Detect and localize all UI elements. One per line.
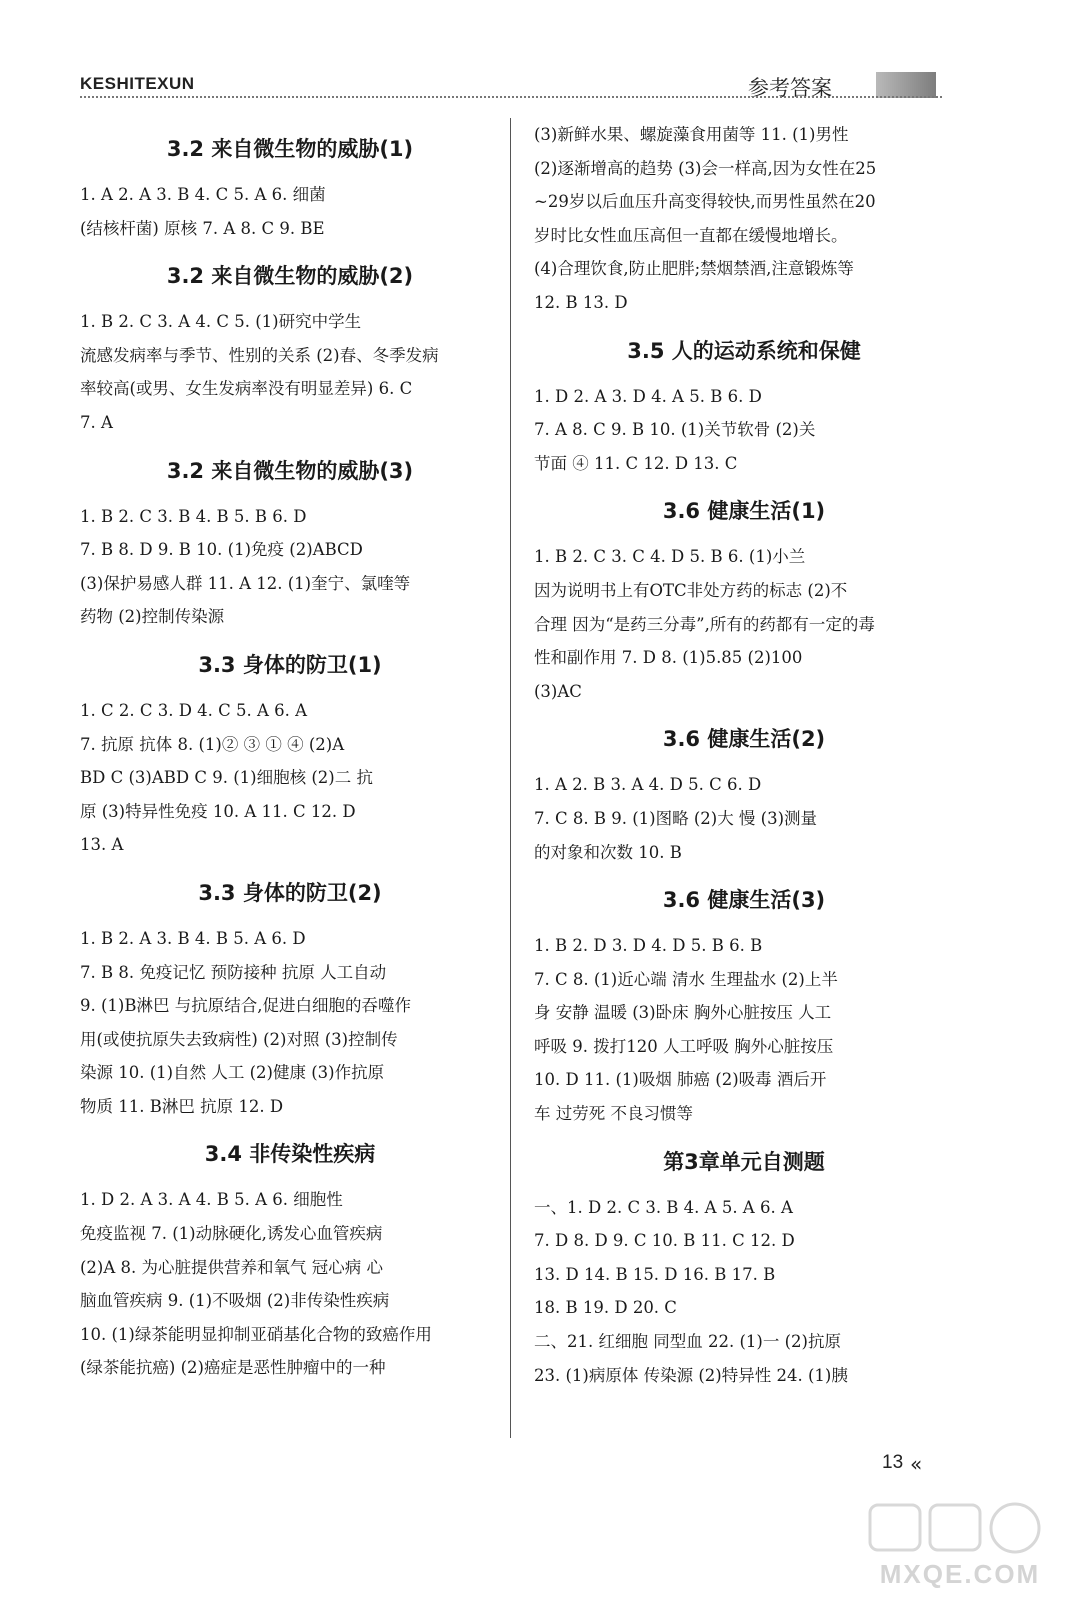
answer-line: 1. B 2. A 3. B 4. B 5. A 6. D [80,928,306,948]
answer-line: 7. D 8. D 9. C 10. B 11. C 12. D [534,1231,795,1251]
svg-text:MXQE.COM: MXQE.COM [879,1559,1041,1589]
section-title: 3.3 身体的防卫(1) [198,652,382,677]
answer-line: (2)A 8. 为心脏提供营养和氧气 冠心病 心 [80,1257,384,1277]
answer-line: 7. B 8. D 9. B 10. (1)免疫 (2)ABCD [80,540,363,560]
answer-line: 13. D 14. B 15. D 16. B 17. B [534,1264,776,1284]
answer-line: 7. C 8. B 9. (1)图略 (2)大 慢 (3)测量 [534,808,818,828]
answer-line: 药物 (2)控制传染源 [80,607,225,627]
right-section [534,722,954,869]
answer-line: 1. D 2. A 3. D 4. A 5. B 6. D [534,386,762,406]
answer-line: 合理 因为“是药三分毒”,所有的药都有一定的毒 [534,614,875,634]
answer-line: (3)新鲜水果、螺旋藻食用菌等 11. (1)男性 [534,125,849,144]
answer-line: 9. (1)B淋巴 与抗原结合,促进白细胞的吞噬作 [80,996,411,1016]
section-title: 3.2 来自微生物的威胁(3) [166,458,414,483]
left-section [80,876,500,1124]
answer-line: 的对象和次数 10. B [534,842,682,862]
answer-line: 7. A 8. C 9. B 10. (1)关节软骨 (2)关 [534,420,816,440]
section-title: 3.4 非传染性疾病 [204,1142,376,1167]
section-title: 3.6 健康生活(3) [662,888,826,913]
answer-line: 7. 抗原 抗体 8. (1)② ③ ① ④ (2)A [80,734,345,754]
header-divider [80,96,942,98]
answer-line: 7. A [80,412,113,432]
left-section [80,1137,500,1385]
right-section [534,494,954,708]
answer-line: 1. B 2. C 3. B 4. B 5. B 6. D [80,506,307,526]
answer-line: 性和副作用 7. D 8. (1)5.85 (2)100 [534,648,803,668]
section-title: 3.5 人的运动系统和保健 [627,338,861,363]
answer-line: BD C (3)ABD C 9. (1)细胞核 (2)二 抗 [80,768,373,788]
answer-line: 12. B 13. D [534,292,628,312]
answer-line: 18. B 19. D 20. C [534,1298,677,1318]
answer-line: 7. C 8. (1)近心端 清水 生理盐水 (2)上半 [534,969,838,989]
section-title: 3.2 来自微生物的威胁(2) [166,264,414,289]
answer-line: (绿茶能抗癌) (2)癌症是恶性肿瘤中的一种 [80,1358,386,1378]
answer-line: 1. D 2. A 3. A 4. B 5. A 6. 细胞性 [80,1190,343,1210]
answer-line: 呼吸 9. 拨打120 人工呼吸 胸外心脏按压 [534,1036,834,1056]
answer-line: (结核杆菌) 原核 7. A 8. C 9. BE [80,218,325,238]
answer-line: 原 (3)特异性免疫 10. A 11. C 12. D [80,801,356,821]
answer-line: (4)合理饮食,防止肥胖;禁烟禁酒,注意锻炼等 [534,259,854,279]
answer-line: ~29岁以后血压升高变得较快,而男性虽然在20 [534,192,876,212]
right-column [534,118,954,1392]
section-title: 第3章单元自测题 [663,1149,825,1174]
answer-line: 10. (1)绿茶能明显抑制亚硝基化合物的致癌作用 [80,1324,432,1344]
answer-line: 免疫监视 7. (1)动脉硬化,诱发心血管疾病 [80,1224,383,1244]
answer-line: 1. B 2. D 3. D 4. D 5. B 6. B [534,936,763,956]
left-section [80,648,500,862]
section-title: 3.3 身体的防卫(2) [198,880,382,905]
left-column [80,118,500,1385]
section-title: 3.2 来自微生物的威胁(1) [166,137,414,161]
answer-line: 脑血管疾病 9. (1)不吸烟 (2)非传染性疾病 [80,1291,390,1311]
answer-line: 因为说明书上有OTC非处方药的标志 (2)不 [534,580,848,600]
answer-line: 二、21. 红细胞 同型血 22. (1)一 (2)抗原 [534,1332,841,1352]
answer-line: 13. A [80,835,124,855]
answer-line: 染源 10. (1)自然 人工 (2)健康 (3)作抗原 [80,1063,385,1083]
page-number: 13 [882,1452,904,1473]
answer-line: (3)AC [534,681,582,701]
section-title: 3.6 健康生活(2) [662,727,826,752]
answer-line: 7. B 8. 免疫记忆 预防接种 抗原 人工自动 [80,962,387,982]
answer-line: 率较高(或男、女生发病率没有明显差异) 6. C [80,379,413,399]
header-brand: KESHITEXUN [80,74,195,93]
answer-line: 1. B 2. C 3. A 4. C 5. (1)研究中学生 [80,312,362,332]
section-title: 3.6 健康生活(1) [662,499,826,524]
answer-line: 岁时比女性血压高但一直都在缓慢地增长。 [534,225,848,245]
answer-line: 1. C 2. C 3. D 4. C 5. A 6. A [80,700,308,720]
right-section [534,1145,954,1393]
answer-line: 23. (1)病原体 传染源 (2)特异性 24. (1)胰 [534,1365,848,1385]
right-section [534,334,954,481]
answer-line: 身 安静 温暖 (3)卧床 胸外心脏按压 人工 [534,1003,832,1023]
header-decoration-tab [876,72,936,98]
answer-line: 节面 ④ 11. C 12. D 13. C [534,453,738,473]
left-section [80,259,500,439]
answer-line: (3)保护易感人群 11. A 12. (1)奎宁、氯喹等 [80,573,411,593]
left-section [80,454,500,634]
answer-line: 车 过劳死 不良习惯等 [534,1104,693,1124]
answer-line: 流感发病率与季节、性别的关系 (2)春、冬季发病 [80,345,439,365]
answer-line: 一、1. D 2. C 3. B 4. A 5. A 6. A [534,1197,793,1217]
answer-line: 1. B 2. C 3. C 4. D 5. B 6. (1)小兰 [534,547,806,567]
watermark-logo [860,1495,1060,1595]
right-section [534,883,954,1131]
answer-line: 物质 11. B淋巴 抗原 12. D [80,1096,284,1116]
left-section [80,132,500,245]
page-arrow-icon: « [910,1452,923,1476]
answer-line: 10. D 11. (1)吸烟 肺癌 (2)吸毒 酒后开 [534,1070,827,1090]
answer-line: 1. A 2. A 3. B 4. C 5. A 6. 细菌 [80,185,326,204]
answer-line: (2)逐渐增高的趋势 (3)会一样高,因为女性在25 [534,158,877,178]
header-title: 参考答案 [748,76,832,100]
answer-line: 用(或使抗原失去致病性) (2)对照 (3)控制传 [80,1029,398,1049]
answer-line: 1. A 2. B 3. A 4. D 5. C 6. D [534,775,762,795]
column-divider [510,118,511,1438]
